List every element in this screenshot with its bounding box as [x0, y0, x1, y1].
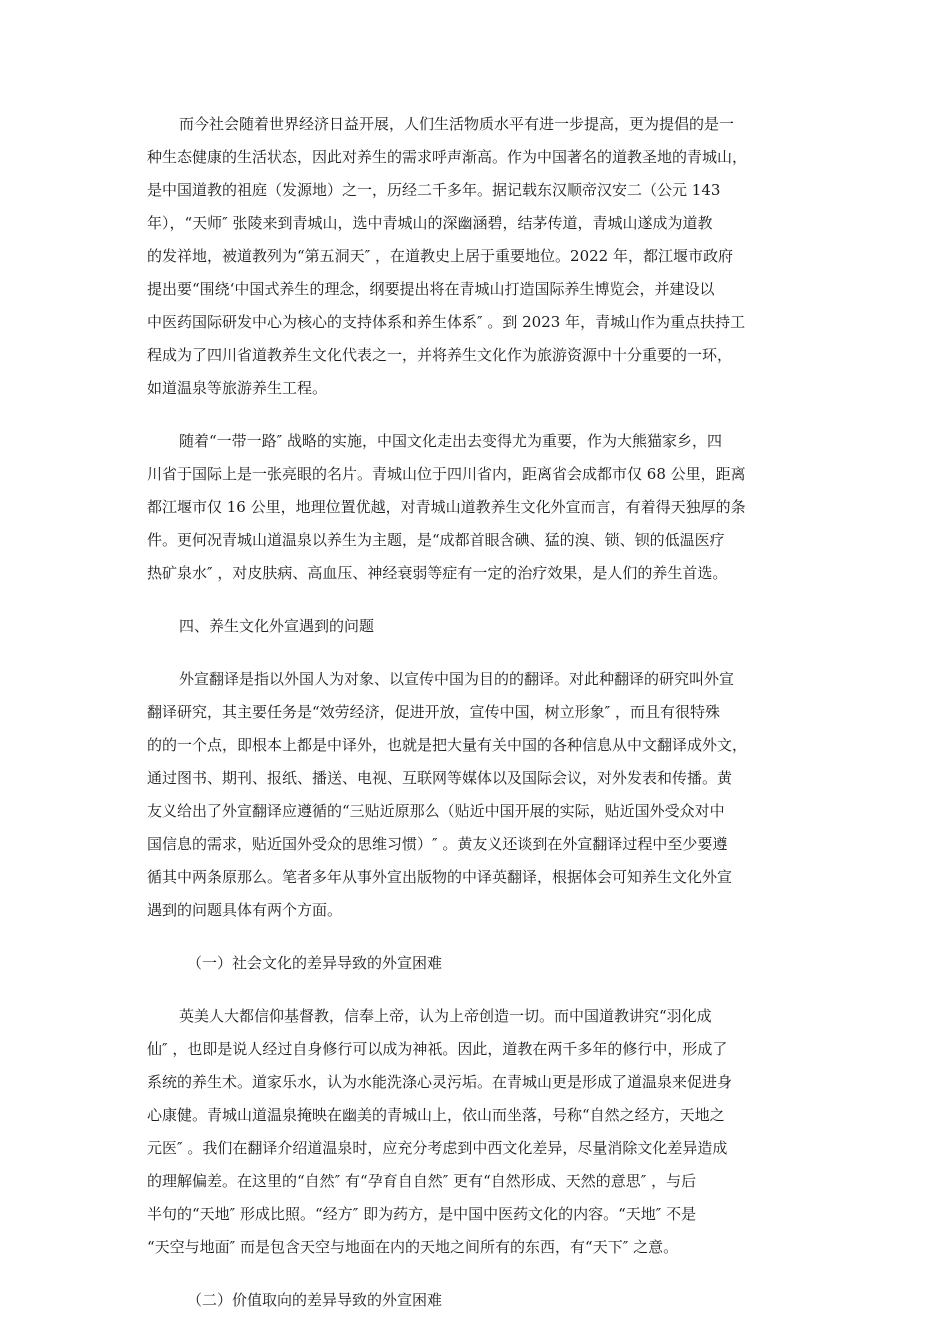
text-line: 是中国道教的祖庭（发源地）之一，历经二千多年。据记载东汉顺帝汉安二（公元 143: [147, 181, 721, 199]
text-line: 英美人大都信仰基督教，信奉上帝，认为上帝创造一切。而中国道教讲究“羽化成: [179, 1007, 712, 1025]
text-line: “天空与地面″ 而是包含天空与地面在内的天地之间所有的东西，有“天下″ 之意。: [147, 1238, 679, 1256]
text-line: 遇到的问题具体有两个方面。: [147, 901, 343, 919]
text-line: 热矿泉水″ ，对皮肤病、高血压、神经衰弱等症有一定的治疗效果，是人们的养生首选。: [147, 564, 728, 582]
text-line: 通过图书、期刊、报纸、播送、电视、互联网等媒体以及国际会议，对外发表和传播。黄: [147, 769, 733, 787]
text-line: 而今社会随着世界经济日益开展，人们生活物质水平有进一步提高，更为提倡的是一: [179, 115, 735, 133]
text-line: 都江堰市仅 16 公里，地理位置优越，对青城山道教养生文化外宣而言，有着得天独厚的条: [147, 498, 746, 516]
text-line: 随着“一带一路″ 战略的实施，中国文化走出去变得尤为重要，作为大熊猫家乡，四: [179, 432, 723, 450]
text-line: 循其中两条原那么。笔者多年从事外宣出版物的中译英翻译，根据体会可知养生文化外宣: [147, 868, 733, 886]
paragraph-belt-and-road: [147, 425, 807, 590]
document-page: [147, 108, 807, 1317]
paragraph-cultural-differences: [147, 1000, 807, 1264]
text-line: 翻译研究，其主要任务是“效劳经济，促进开放，宣传中国，树立形象″ ，而且有很特殊: [147, 703, 721, 721]
text-line: 提出要“围绕‘中国式养生的理念，纲要提出将在青城山打造国际养生博览会，并建设以: [147, 280, 715, 298]
text-line: 如道温泉等旅游养生工程。: [147, 379, 328, 397]
text-line: 的的一个点，即根本上都是中译外，也就是把大量有关中国的各种信息从中文翻译成外文，: [147, 736, 748, 754]
text-line: 友义给出了外宣翻译应遵循的“三贴近原那么（贴近中国开展的实际，贴近国外受众对中: [147, 802, 725, 820]
text-line: 的理解偏差。在这里的“自然″ 有“孕育自自然″ 更有“自然形成、天然的意思″ ，与后: [147, 1172, 697, 1190]
text-line: 仙″ ，也即是说人经过自身修行可以成为神祇。因此，道教在两千多年的修行中，形成了: [147, 1040, 728, 1058]
paragraph-publicity-translation: [147, 663, 807, 927]
paragraph-qingcheng-background: [147, 108, 807, 405]
section-heading: 四、养生文化外宣遇到的问题: [179, 617, 375, 635]
text-line: 半句的“天地″ 形成比照。“经方″ 即为药方，是中国中医药文化的内容。“天地″ 不是: [147, 1205, 697, 1223]
text-line: 川省于国际上是一张亮眼的名片。青城山位于四川省内，距离省会成都市仅 68 公里，距离: [147, 465, 746, 483]
text-line: 件。更何况青城山道温泉以养生为主题，是“成都首眼含碘、猛的溴、锁、钡的低温医疗: [147, 531, 725, 549]
text-line: 国信息的需求，贴近国外受众的思维习惯）″ 。黄友义还谈到在外宣翻译过程中至少要遵: [147, 835, 728, 853]
text-line: 外宣翻译是指以外国人为对象、以宣传中国为目的的翻译。对此种翻译的研究叫外宣: [179, 670, 735, 688]
subsection-heading-social-culture: （一）社会文化的差异导致的外宣困难: [187, 954, 443, 972]
text-line: 中医药国际研发中心为核心的支持体系和养生体系″ 。到 2023 年，青城山作为重点扶持工: [147, 313, 746, 331]
text-line: 种生态健康的生活状态，因此对养生的需求呼声渐高。作为中国著名的道教圣地的青城山，: [147, 148, 748, 166]
text-line: 程成为了四川省道教养生文化代表之一，并将养生文化作为旅游资源中十分重要的一环，: [147, 346, 733, 364]
subsection-heading-value-orientation: （二）价值取向的差异导致的外宣困难: [187, 1291, 443, 1309]
text-line: 的发祥地，被道教列为“第五洞天″ ，在道教史上居于重要地位。2022 年，都江堰市政府: [147, 247, 733, 265]
text-line: 系统的养生术。道家乐水，认为水能洗涤心灵污垢。在青城山更是形成了道温泉来促进身: [147, 1073, 733, 1091]
text-line: 心康健。青城山道温泉掩映在幽美的青城山上，依山而坐落，号称“自然之经方，天地之: [147, 1106, 725, 1124]
text-line: 年），“天师″ 张陵来到青城山，选中青城山的深幽涵碧，结茅传道，青城山遂成为道教: [147, 214, 713, 232]
text-line: 元医″ 。我们在翻译介绍道温泉时，应充分考虑到中西文化差异，尽量消除文化差异造成: [147, 1139, 728, 1157]
